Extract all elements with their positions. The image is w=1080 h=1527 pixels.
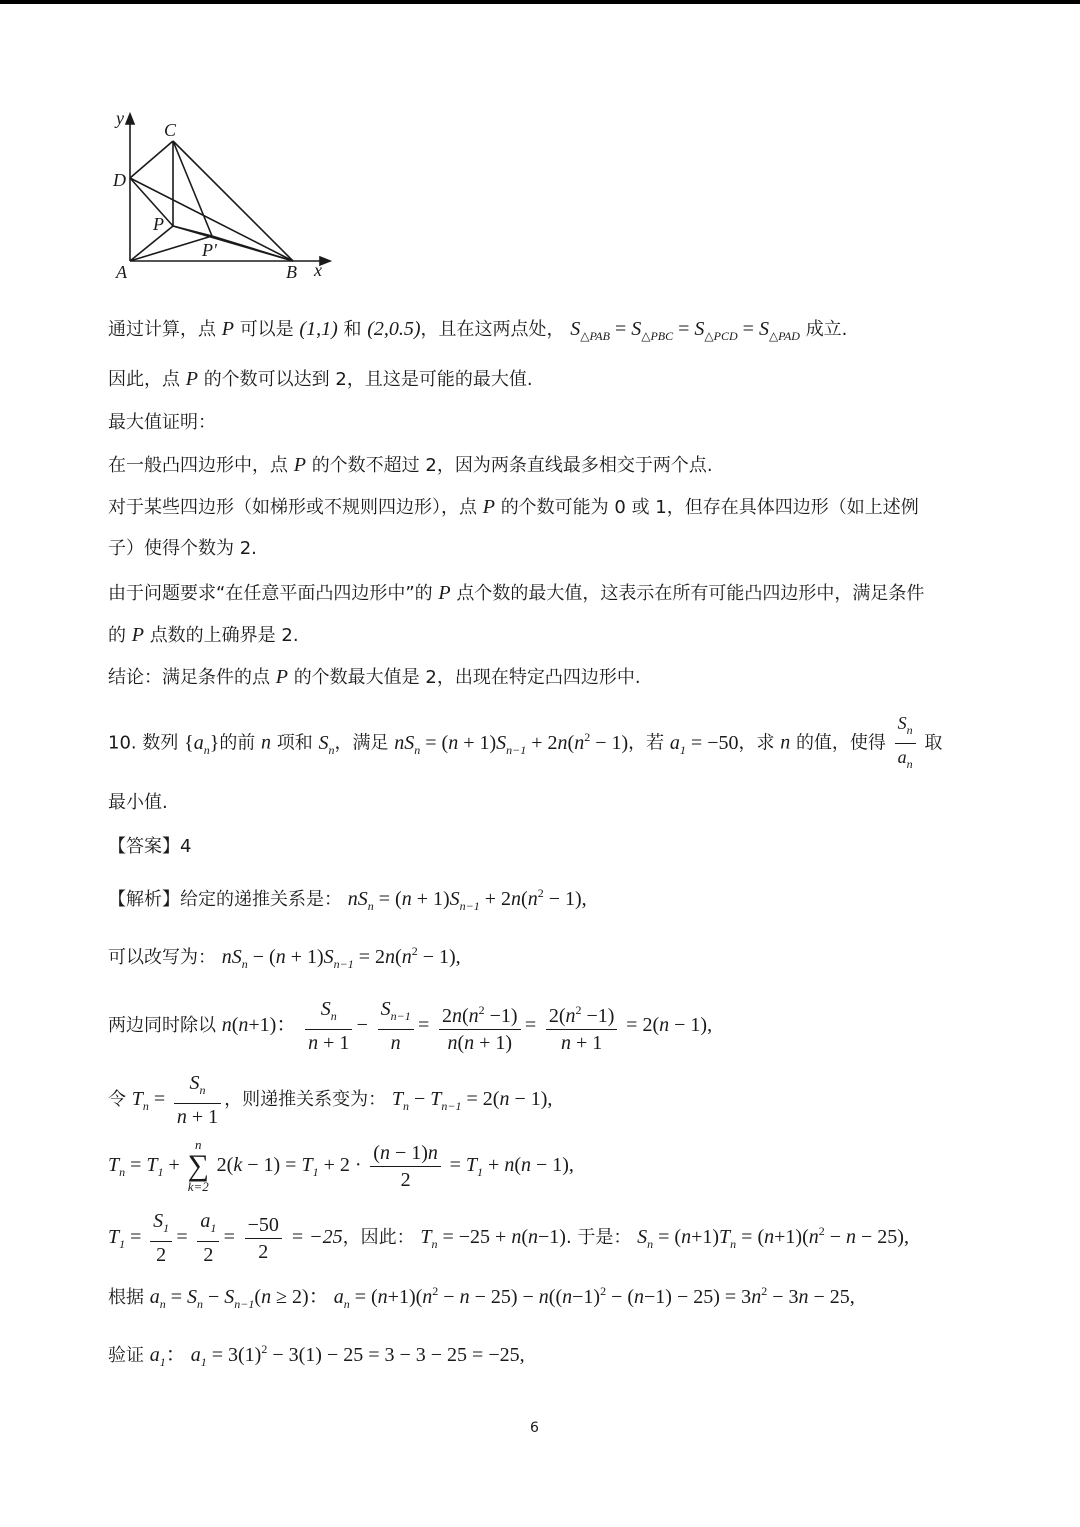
solution-line-5: $T_n = T_1 + n$ ∑ k=2 $2(k - 1) = T_1 + 2$ · $\frac{(n - 1)n}{2}$ = $T_1 + n(n - 1)$, — [108, 1137, 574, 1194]
page-number: 6 — [530, 1420, 539, 1436]
solution-line-6: $T_1$ = $\frac{S_1}{2}$ = $\frac{a_1}{2}$ = $\frac{-50}{2}$ = −25，因此： $T_n = -25 + n(n-1)$. 于是： $S_n = (n+1)T_n = (n+1)(n^2 - n - 25)$, — [108, 1210, 909, 1266]
geometry-figure — [100, 106, 340, 286]
edge-AP2 — [130, 236, 212, 261]
edge-DC — [130, 141, 173, 178]
top-border — [0, 0, 1080, 4]
text-line-7: 由于问题要求“在任意平面凸四边形中”的 P 点个数的最大值，这表示在所有可能凸四边形中，满足条件 — [108, 582, 925, 604]
label-P: P — [153, 214, 164, 234]
solution-line-3: 两边同时除以 n(n+1)： $\frac{S_n}{n + 1}$ − $\frac{S_{n-1}}{n}$ = $\frac{2n(n^2 -1)}{n(n + 1)}$ = $\frac{2(n^2 -1)}{n + 1}$ = 2(n − 1), — [108, 998, 713, 1054]
text-line-6: 子）使得个数为 2. — [108, 538, 257, 559]
label-C: C — [164, 120, 177, 140]
edge-CP2 — [173, 141, 212, 236]
solution-line-8: 验证 $a_1$： $a_1 = 3(1)^2 - 3(1) - 25 = 3 - 3 - 25 = -25$, — [108, 1342, 525, 1369]
edge-AP — [130, 226, 173, 261]
label-D: D — [113, 170, 126, 190]
label-B: B — [286, 262, 297, 282]
label-x: x — [314, 260, 322, 280]
solution-line-4: 令 $T_n$ = $\frac{S_n}{n + 1}$ ，则递推关系变为： $T_n - T_{n-1} = 2(n - 1)$, — [108, 1072, 553, 1128]
solution-line-7: 根据 $a_n = S_n - S_{n-1}(n \ge 2)$： $a_n = (n+1)(n^2 - n - 25) - n((n-1)^2 - (n-1) - 25) = 3n^2 - 3n - 25$, — [108, 1284, 855, 1311]
label-A: A — [116, 262, 127, 282]
label-y: y — [116, 108, 124, 128]
question-10: 10. 数列 $\{a_n\}$的前 n 项和 $S_n$，满足 $nS_n = (n + 1)S_{n-1} + 2n(n^2 - 1)$，若 $a_1 = -50$，求 n 的值，使得 $\frac{S_n}{a_n}$ 取 — [108, 710, 942, 777]
label-P-prime: P' — [202, 240, 217, 260]
question-10-tail: 最小值. — [108, 792, 168, 813]
y-axis-arrow — [126, 114, 134, 124]
text-line-4: 在一般凸四边形中，点 P 的个数不超过 2，因为两条直线最多相交于两个点. — [108, 454, 713, 476]
text-line-3: 最大值证明： — [108, 412, 216, 433]
text-line-2: 因此，点 P 的个数可以达到 2，且这是可能的最大值. — [108, 368, 533, 390]
text-line-1: 通过计算，点 P 可以是 (1,1) 和 (2,0.5)，且在这两点处， $S_{\triangle PAB} = S_{\triangle PBC} = S_{\triangle PCD} = S_{\triangle PAD}$ 成立. — [108, 318, 848, 343]
text-line-5: 对于某些四边形（如梯形或不规则四边形），点 P 的个数可能为 0 或 1，但存在具体四边形（如上述例 — [108, 496, 919, 518]
text-line-9: 结论：满足条件的点 P 的个数最大值是 2，出现在特定凸四边形中. — [108, 666, 641, 688]
solution-line-2: 可以改写为： $nS_n - (n + 1)S_{n-1} = 2n(n^2 - 1)$, — [108, 944, 461, 971]
edge-DP — [130, 178, 173, 226]
text-line-8: 的 P 点数的上确界是 2. — [108, 624, 299, 646]
answer: 【答案】4 — [108, 836, 192, 857]
solution-line-1: 【解析】给定的递推关系是： $nS_n = (n + 1)S_{n-1} + 2n(n^2 - 1)$, — [108, 886, 587, 913]
